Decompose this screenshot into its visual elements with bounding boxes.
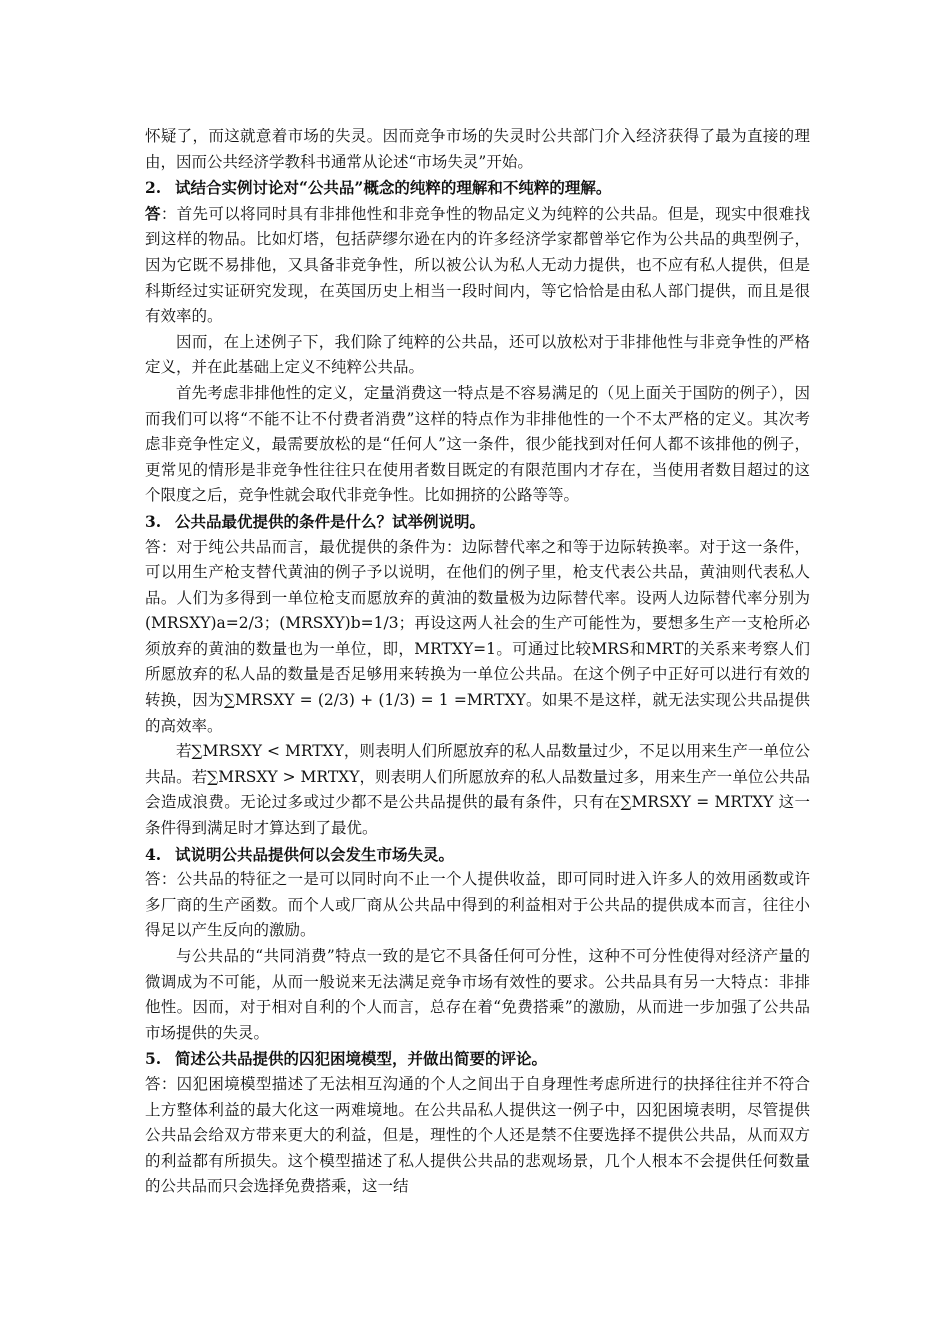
question-title: 试结合实例讨论对“公共品”概念的纯粹的理解和不纯粹的理解。 — [175, 178, 612, 198]
question-4-answer: 答：公共品的特征之一是可以同时向不止一个人提供收益，即可同时进入许多人的效用函数或许多厂商的生产函数。而个人或厂商从公共品中得到的利益相对于公共品的提供成本而言，往往小得足以产生反向的激励。 — [145, 870, 810, 940]
question-2-answer — [145, 201, 810, 330]
question-title: 公共品最优提供的条件是什么？试举例说明。 — [175, 511, 486, 531]
question-3-paragraph-2: 若∑MRSXY < MRTXY，则表明人们所愿放弃的私人品数量过少，不足以用来生产一单位公共品。若∑MRSXY > MRTXY，则表明人们所愿放弃的私人品数量过多，用来生产一单位公共品会造成浪费。无论过多或过少都不是公共品提供的最有条件，只有在∑MRSXY = MRTXY 这一条件得到满足时才算达到了最优。 — [145, 742, 810, 838]
question-number: 2. — [145, 178, 162, 198]
question-2-paragraph-2: 因而，在上述例子下，我们除了纯粹的公共品，还可以放松对于非排他性与非竞争性的严格定义，并在此基础上定义不纯粹公共品。 — [145, 332, 810, 377]
question-4-paragraph-2: 与公共品的“共同消费”特点一致的是它不具备任何可分性，这种不可分性使得对经济产量的微调成为不可能，从而一般说来无法满足竞争市场有效性的要求。公共品具有另一大特点：非排他性。因而，对于相对自利的个人而言，总存在着“免费搭乘”的激励，从而进一步加强了公共品市场提供的失灵。 — [145, 947, 810, 1042]
question-number: 3. — [145, 511, 162, 531]
question-number: 5. — [145, 1049, 162, 1069]
question-5-heading — [145, 1046, 810, 1072]
intro-paragraph: 怀疑了，而这就意着市场的失灵。因而竞争市场的失灵时公共部门介入经济获得了最为直接的理由，因而公共经济学教科书通常从论述“市场失灵”开始。 — [145, 127, 810, 171]
question-title: 简述公共品提供的囚犯困境模型，并做出简要的评论。 — [175, 1049, 548, 1069]
document-page — [145, 124, 810, 1200]
question-title: 试说明公共品提供何以会发生市场失灵。 — [175, 844, 455, 864]
question-2-heading — [145, 175, 810, 201]
question-2-paragraph-3: 首先考虑非排他性的定义，定量消费这一特点是不容易满足的（见上面关于国防的例子），因而我们可以将“不能不让不付费者消费”这样的特点作为非排他性的一个不太严格的定义。其次考虑非竞争性定义，最需要放松的是“任何人”这一条件，很少能找到对任何人都不该排他的例子，更常见的情形是非竞争性往往只在使用者数目既定的有限范围内才存在，当使用者数目超过的这个限度之后，竞争性就会取代非竞争性。比如拥挤的公路等等。 — [145, 383, 810, 505]
question-5-answer: 答：囚犯困境模型描述了无法相互沟通的个人之间出于自身理性考虑所进行的抉择往往并不符合上方整体利益的最大化这一两难境地。在公共品私人提供这一例子中，囚犯困境表明，尽管提供公共品会给双方带来更大的利益，但是，理性的个人还是禁不住要选择不提供公共品，从而双方的利益都有所损失。这个模型描述了私人提供公共品的悲观场景，几个人根本不会提供任何数量的公共品而只会选择免费搭乘，这一结 — [145, 1074, 810, 1196]
answer-label: 答 — [145, 203, 161, 223]
answer-text: ：首先可以将同时具有非排他性和非竞争性的物品定义为纯粹的公共品。但是，现实中很难找到这样的物品。比如灯塔，包括萨缪尔逊在内的许多经济学家都曾举它作为公共品的典型例子，因为它既不易排他，又具备非竞争性，所以被公认为私人无动力提供，也不应有私人提供，但是科斯经过实证研究发现，在英国历史上相当一段时间内，等它恰恰是由私人部门提供，而且是很有效率的。 — [145, 204, 810, 326]
question-3-heading — [145, 509, 810, 535]
question-3-answer: 答：对于纯公共品而言，最优提供的条件为：边际替代率之和等于边际转换率。对于这一条件，可以用生产枪支替代黄油的例子予以说明，在他们的例子里，枪支代表公共品，黄油则代表私人品。人们为多得到一单位枪支而愿放弃的黄油的数量极为边际替代率。设两人边际替代率分别为(MRSXY)a=2/3；(MRSXY)b=1/3；再设这两人社会的生产可能性为，要想多生产一支枪所必须放弃的黄油的数量也为一单位，即，MRTXY=1。可通过比较MRS和MRT的关系来考察人们所愿放弃的私人品的数量是否足够用来转换为一单位公共品。在这个例子中正好可以进行有效的转换，因为∑MRSXY = (2/3) + (1/3) = 1 =MRTXY。如果不是这样，就无法实现公共品提供的高效率。 — [145, 537, 810, 735]
question-number: 4. — [145, 844, 162, 864]
question-4-heading — [145, 842, 810, 868]
